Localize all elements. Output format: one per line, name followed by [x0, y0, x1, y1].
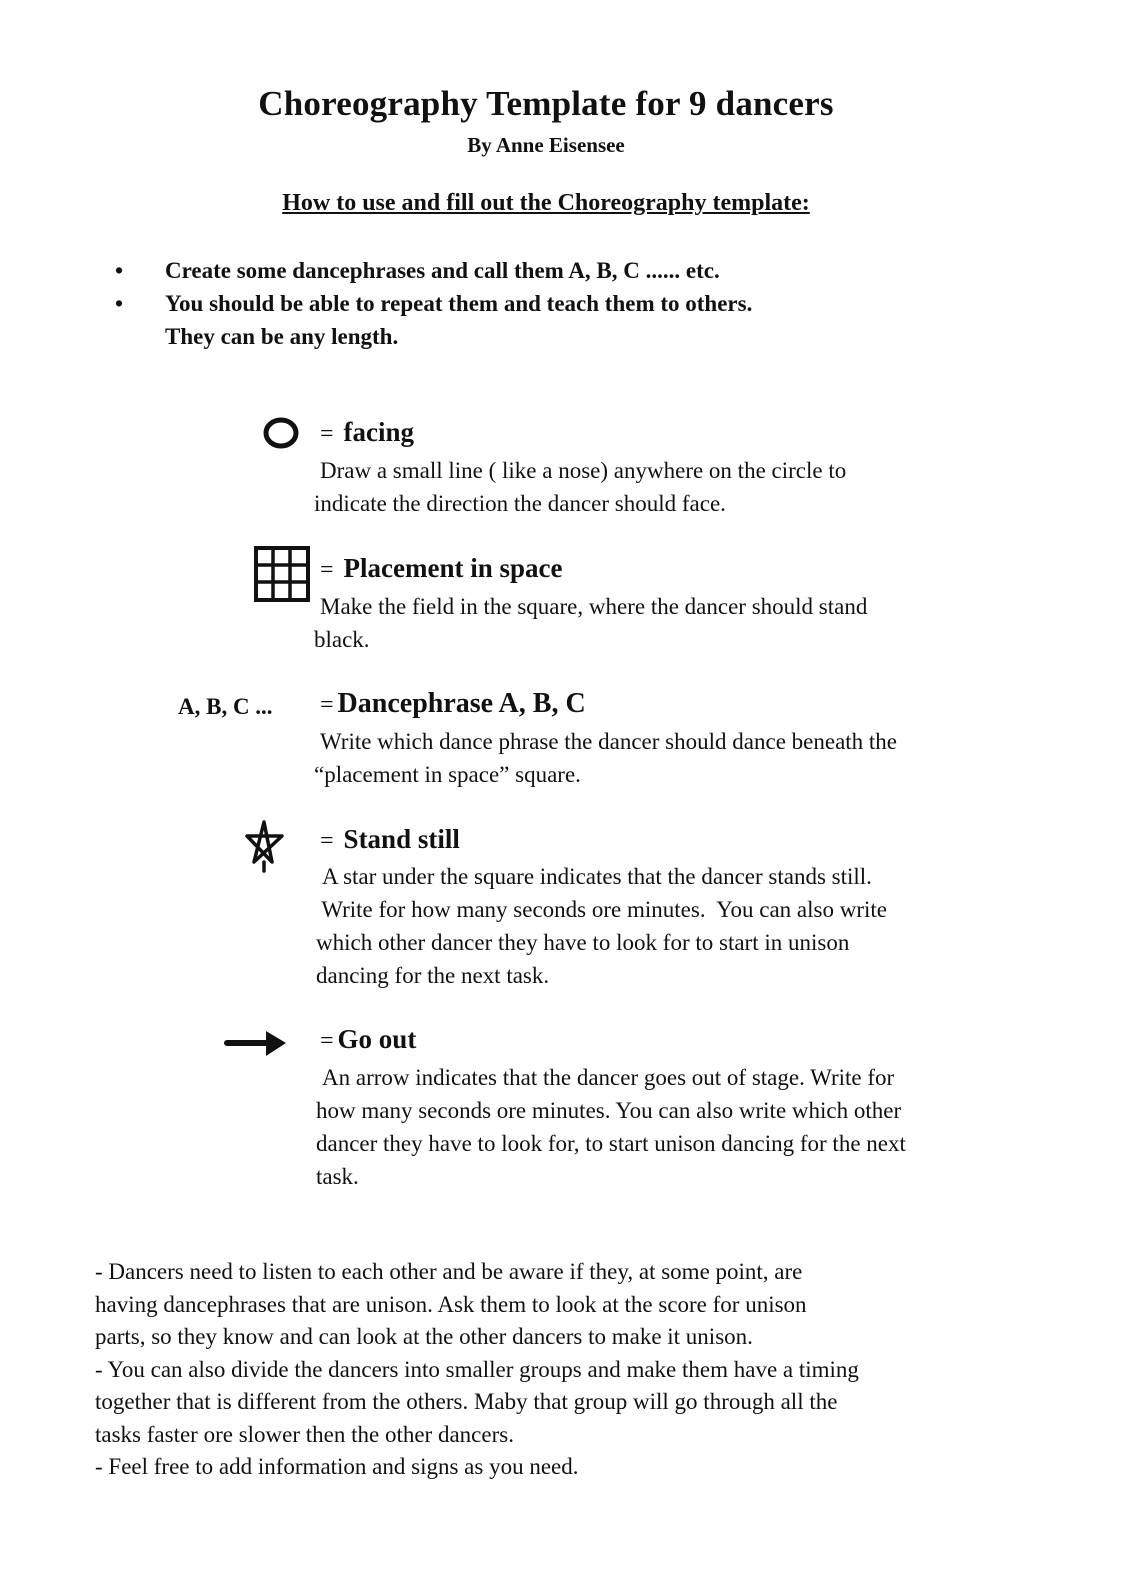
equals-sign: = — [320, 1028, 334, 1054]
equals-sign: = — [320, 557, 334, 583]
dancephrase-marker: A, B, C ... — [178, 694, 273, 719]
description-line: “placement in space” square. — [314, 762, 581, 787]
legend-placement-description — [314, 590, 1014, 656]
legend-dancephrase-description — [314, 725, 1034, 791]
legend-dancephrase-label: Dancephrase A, B, C — [337, 688, 586, 719]
description-line: black. — [314, 627, 370, 652]
star-icon — [242, 818, 286, 874]
bullet-text: They can be any length. — [165, 324, 399, 349]
arrow-right-icon — [224, 1026, 290, 1062]
note-line: - Feel free to add information and signs as you need. — [95, 1454, 579, 1479]
note-line: together that is different from the others. Maby that group will go through all the — [95, 1389, 838, 1414]
description-line: Make the field in the square, where the dancer should stand — [320, 594, 868, 619]
description-line: dancer they have to look for, to start unison dancing for the next — [316, 1131, 906, 1156]
equals-sign: = — [320, 692, 334, 718]
legend-placement-label: Placement in space — [343, 553, 563, 583]
page-title: Choreography Template for 9 dancers — [258, 84, 834, 123]
note-line: - You can also divide the dancers into smaller groups and make them have a timing — [95, 1356, 859, 1382]
note-line: - Dancers need to listen to each other and be aware if they, at some point, are — [95, 1259, 803, 1284]
description-line: which other dancer they have to look for to start in unison — [316, 930, 850, 955]
bullet-marker: • — [115, 258, 124, 283]
legend-facing-heading — [320, 417, 414, 448]
legend-goout-description — [316, 1061, 1036, 1193]
bullet-text: Create some dancephrases and call them A, B, C ...... etc. — [165, 258, 720, 283]
circle-icon — [262, 415, 302, 451]
description-line: Write which dance phrase the dancer should dance beneath the — [320, 729, 898, 754]
description-line: An arrow indicates that the dancer goes out of stage. Write for — [322, 1065, 895, 1090]
note-line: parts, so they know and can look at the other dancers to make it unison. — [95, 1324, 753, 1349]
description-line: task. — [316, 1164, 359, 1189]
legend-standstill-description — [316, 860, 1016, 992]
legend-facing-label: facing — [343, 417, 415, 447]
bullet-marker: • — [115, 291, 124, 316]
grid-icon — [252, 544, 314, 606]
bullet-text: You should be able to repeat them and teach them to others. — [165, 291, 753, 316]
description-line: Draw a small line ( like a nose) anywhere on the circle to — [320, 458, 847, 483]
legend-facing-description — [314, 454, 1014, 520]
description-line: A star under the square indicates that the dancer stands still. — [322, 864, 872, 889]
list-item — [115, 287, 1015, 353]
legend-dancephrase-heading — [320, 688, 586, 720]
legend-standstill-heading — [320, 824, 460, 855]
description-line: indicate the direction the dancer should face. — [314, 491, 726, 516]
legend-standstill-label: Stand still — [343, 824, 460, 854]
description-line: how many seconds ore minutes. You can also write which other — [316, 1098, 902, 1123]
note-line: having dancephrases that are unison. Ask them to look at the score for unison — [95, 1291, 807, 1317]
legend-goout-label: Go out — [337, 1024, 417, 1054]
note-line: tasks faster ore slower then the other dancers. — [95, 1421, 514, 1447]
author-line: By Anne Eisensee — [467, 133, 625, 157]
equals-sign: = — [320, 828, 334, 854]
legend-placement-heading — [320, 553, 563, 584]
list-item — [115, 254, 1015, 287]
intro-bullet-list — [115, 254, 1015, 353]
legend-goout-heading — [320, 1024, 416, 1055]
notes-section — [95, 1256, 1015, 1484]
instructions-heading: How to use and fill out the Choreography template: — [282, 190, 810, 216]
description-line: dancing for the next task. — [316, 963, 550, 988]
description-line: Write for how many seconds ore minutes. You can also write — [316, 897, 887, 922]
equals-sign: = — [320, 421, 334, 447]
